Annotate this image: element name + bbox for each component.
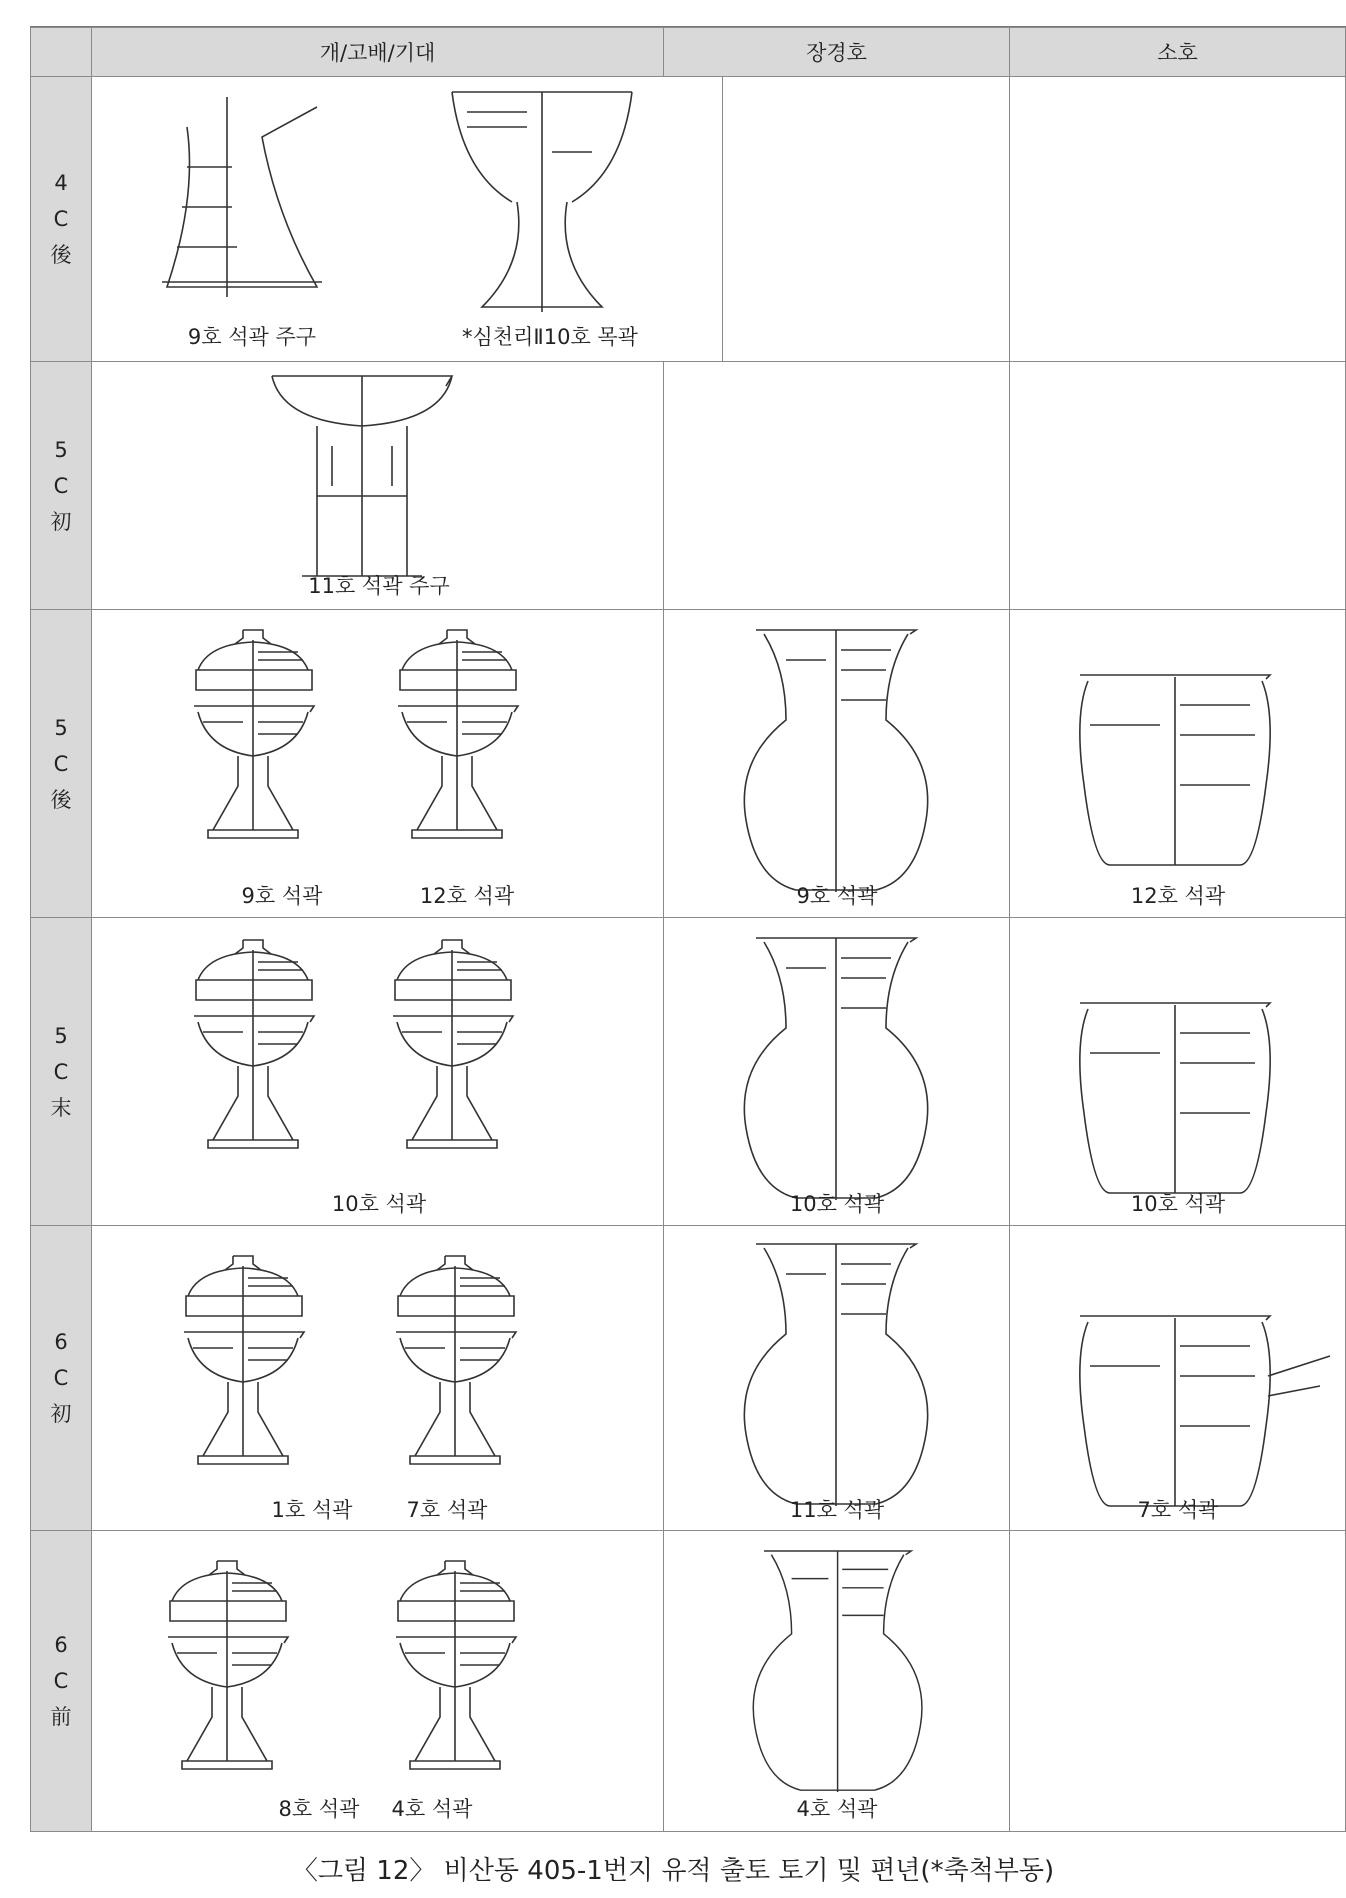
period-phase: 初 <box>50 509 72 534</box>
long-neck-jar-drawing <box>756 630 916 892</box>
long-neck-jar-drawing <box>756 938 916 1200</box>
header-corner <box>30 27 92 77</box>
period-5c-end <box>30 917 92 1226</box>
period-digit: 5 <box>54 437 68 462</box>
cell-4c-cup <box>91 76 723 362</box>
lidded-cup-drawing <box>188 940 318 1150</box>
cell-6c-early-jar <box>663 1225 1010 1531</box>
artifact-label: 10호 석곽 <box>331 1192 427 1216</box>
cell-5c-end-small <box>1009 917 1346 1226</box>
cell-6c-first-small <box>1009 1530 1346 1832</box>
lidded-cup-drawing <box>390 1561 520 1771</box>
long-neck-jar-drawing <box>756 1244 916 1506</box>
small-jar-drawing <box>1080 1003 1270 1173</box>
cell-5c-end-cup <box>91 917 664 1226</box>
period-4c-late <box>30 76 92 362</box>
cell-6c-early-cup <box>91 1225 664 1531</box>
period-phase: 後 <box>50 787 72 812</box>
cell-5c-early-small <box>1009 361 1346 610</box>
period-phase: 初 <box>50 1402 72 1426</box>
lidded-cup-drawing <box>392 630 522 840</box>
period-digit: 4 <box>54 171 68 195</box>
artifact-label: 12호 석곽 <box>419 884 515 908</box>
artifact-label: 9호 석곽 <box>241 884 323 908</box>
period-phase: 前 <box>50 1705 72 1729</box>
period-digit: 6 <box>54 1330 68 1354</box>
cell-6c-early-small <box>1009 1225 1346 1531</box>
artifact-label: 10호 석곽 <box>789 1192 885 1216</box>
period-unit: C <box>53 1669 69 1693</box>
lidded-cup-drawing <box>387 940 517 1150</box>
spouted-stand-drawing <box>157 97 327 307</box>
cup-stand-drawing <box>272 376 452 576</box>
lidded-cup-drawing <box>178 1256 308 1466</box>
artifact-label: 10호 석곽 <box>1130 1192 1226 1216</box>
cell-6c-first-jar <box>663 1530 1010 1832</box>
period-5c-late <box>30 609 92 918</box>
artifact-label: *심천리Ⅱ10호 목곽 <box>462 325 638 349</box>
artifact-label: 12호 석곽 <box>1130 884 1226 908</box>
artifact-label: 7호 석곽 <box>1137 1498 1219 1522</box>
artifact-label: 4호 석곽 <box>391 1797 473 1821</box>
period-digit: 5 <box>54 715 68 740</box>
cell-4c-small <box>1009 76 1346 362</box>
period-unit: C <box>53 1059 69 1084</box>
period-unit: C <box>53 207 69 231</box>
period-unit: C <box>53 473 69 498</box>
artifact-label: 9호 석곽 주구 <box>187 325 317 349</box>
artifact-label: 11호 석곽 주구 <box>308 574 450 598</box>
long-neck-jar-drawing <box>764 1551 914 1791</box>
goblet-drawing <box>452 92 632 312</box>
figure-caption: 〈그림 12〉 비산동 405-1번지 유적 출토 토기 및 편년(*축척부동) <box>291 1856 1055 1886</box>
period-phase: 末 <box>50 1095 72 1120</box>
artifact-label: 7호 석곽 <box>406 1498 488 1522</box>
period-6c-early <box>30 1225 92 1531</box>
artifact-label: 1호 석곽 <box>271 1498 353 1522</box>
cell-4c-jar <box>722 76 1010 362</box>
lidded-cup-drawing <box>390 1256 520 1466</box>
cell-6c-first-cup <box>91 1530 664 1832</box>
cell-5c-late-small <box>1009 609 1346 918</box>
header-small-jar: 소호 <box>1009 27 1346 77</box>
lidded-cup-drawing <box>162 1561 292 1771</box>
period-digit: 6 <box>54 1633 68 1657</box>
artifact-label: 11호 석곽 <box>789 1498 885 1522</box>
artifact-label: 4호 석곽 <box>796 1797 878 1821</box>
small-jar-drawing <box>1080 675 1270 865</box>
period-unit: C <box>53 751 69 776</box>
period-6c-first <box>30 1530 92 1832</box>
header-cup-stand: 개/고배/기대 <box>91 27 664 77</box>
period-unit: C <box>53 1366 69 1390</box>
artifact-label: 8호 석곽 <box>278 1797 360 1821</box>
lidded-cup-drawing <box>188 630 318 840</box>
period-digit: 5 <box>54 1023 68 1048</box>
handled-small-jar-drawing <box>1080 1316 1270 1476</box>
cell-5c-late-cup <box>91 609 664 918</box>
cell-5c-early-cup <box>91 361 664 610</box>
period-phase: 後 <box>50 243 72 267</box>
cell-5c-early-jar <box>663 361 1010 610</box>
cell-5c-end-jar <box>663 917 1010 1226</box>
cell-5c-late-jar <box>663 609 1010 918</box>
artifact-label: 9호 석곽 <box>796 884 878 908</box>
period-5c-early <box>30 361 92 610</box>
header-long-neck-jar: 장경호 <box>663 27 1010 77</box>
